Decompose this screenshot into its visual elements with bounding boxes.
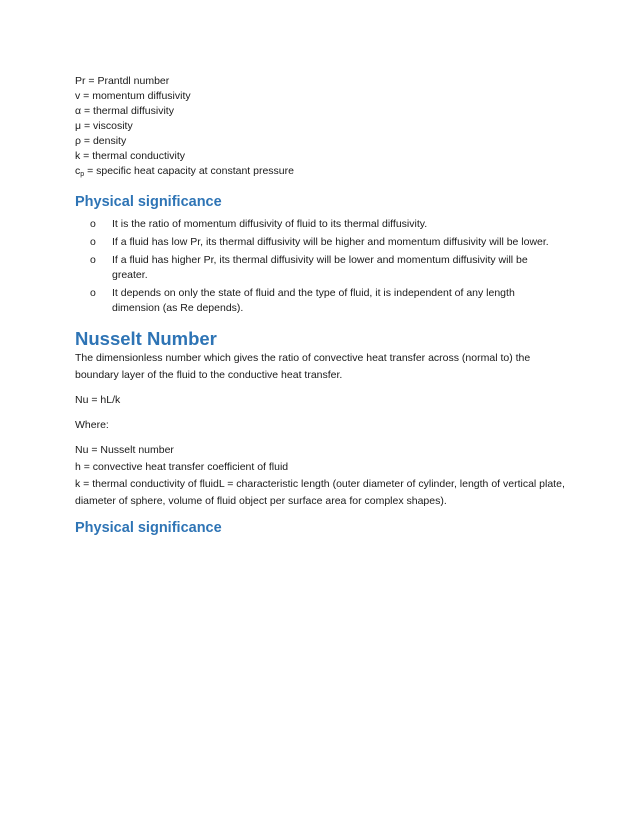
section-heading-nusselt-number: Nusselt Number (75, 328, 217, 349)
cp-symbol: c (75, 165, 81, 177)
definition-line: k = thermal conductivity (75, 150, 186, 162)
definition-line: Pr = Prantdl number (75, 75, 170, 87)
nusselt-formula: Nu = hL/k (75, 394, 121, 406)
definition-line: μ = viscosity (75, 120, 133, 132)
list-item (75, 235, 565, 250)
where-label: Where: (75, 419, 109, 431)
list-item (75, 217, 565, 232)
definition-line-cp (75, 164, 565, 182)
section-heading-physical-significance: Physical significance (75, 194, 222, 210)
definition-line: v = momentum diffusivity (75, 90, 191, 102)
definition-line: α = thermal diffusivity (75, 105, 174, 117)
list-item (75, 253, 565, 283)
cp-description: = specific heat capacity at constant pressure (84, 165, 294, 177)
bullet-text: It is the ratio of momentum diffusivity of fluid to its thermal diffusivity. (112, 218, 428, 230)
bullet-text: If a fluid has low Pr, its thermal diffusivity will be higher and momentum diffusivity will be lower. (112, 236, 549, 248)
definition-line: ρ = density (75, 135, 127, 147)
bullet-marker: o (90, 254, 96, 266)
definition-line: h = convective heat transfer coefficient of fluid (75, 461, 289, 473)
definition-line: Nu = Nusselt number (75, 444, 174, 456)
bullet-marker: o (90, 236, 96, 248)
bullet-marker: o (90, 287, 96, 299)
definition-line: k = thermal conductivity of fluidL = characteristic length (outer diameter of cylinder, length of vertical plate, diameter of sphere, volume of fluid object per surface area for complex shapes). (75, 478, 565, 507)
bullet-marker: o (90, 218, 96, 230)
list-item (75, 286, 565, 316)
cp-subscript: p (80, 171, 85, 178)
nusselt-intro: The dimensionless number which gives the ratio of convective heat transfer across (normal to) the boundary layer of the fluid to the conductive heat transfer. (75, 352, 531, 381)
nusselt-definition-list (75, 442, 565, 510)
significance-bullet-list (75, 217, 565, 316)
definition-list (75, 74, 565, 182)
section-heading-physical-significance-2: Physical significance (75, 520, 222, 536)
page-content (75, 74, 565, 537)
bullet-text: If a fluid has higher Pr, its thermal diffusivity will be lower and momentum diffusivity will be greater. (112, 254, 528, 281)
bullet-text: It depends on only the state of fluid and the type of fluid, it is independent of any length dimension (as Re depends). (112, 287, 515, 314)
